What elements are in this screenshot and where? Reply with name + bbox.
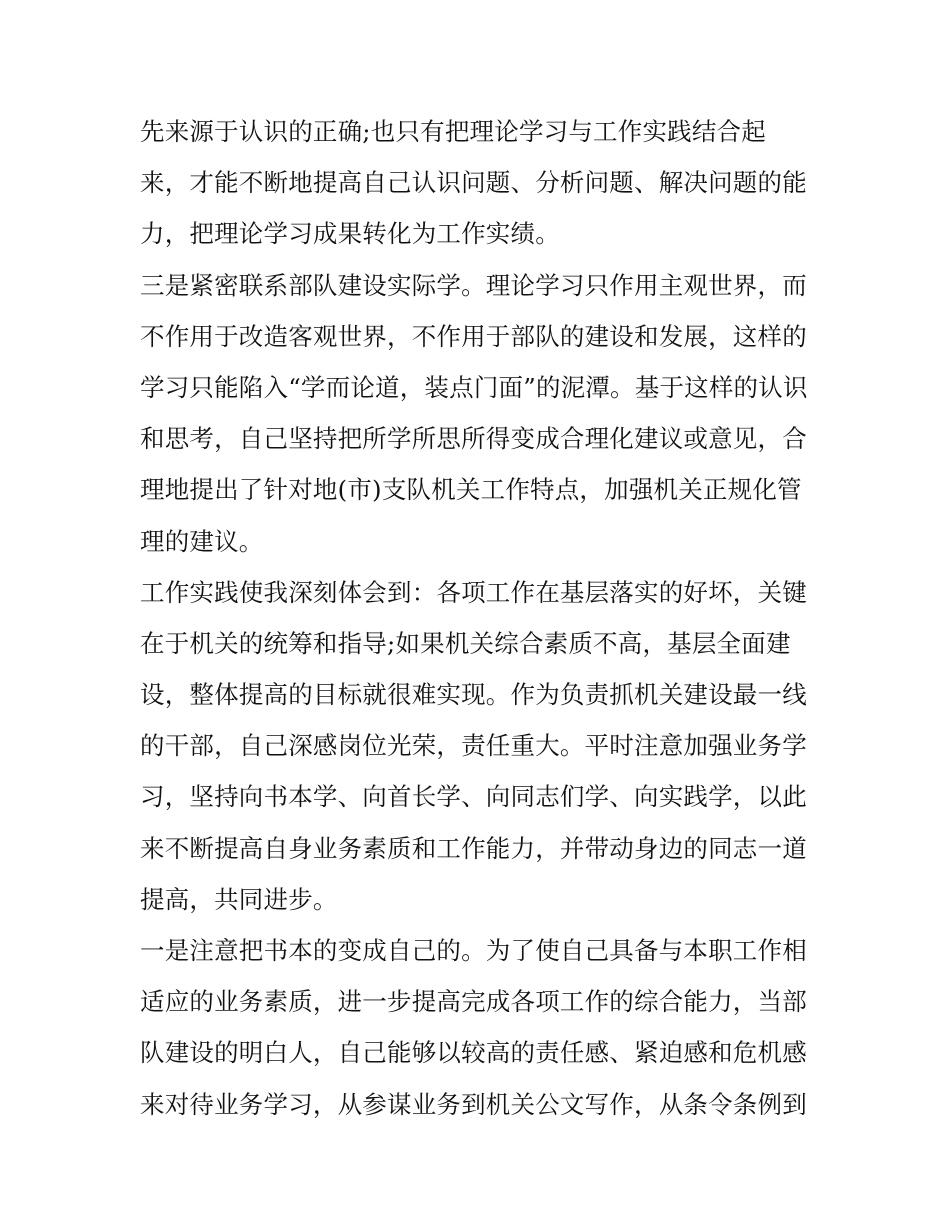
text-line: 来，才能不断地提高自己认识问题、分析问题、解决问题的能 xyxy=(140,168,807,198)
text-line: 理的建议。 xyxy=(140,526,264,556)
text-line: 习，坚持向书本学、向首长学、向同志们学、向实践学，以此 xyxy=(140,782,807,812)
text-line: 提高，共同进步。 xyxy=(140,884,338,914)
text-line: 先来源于认识的正确;也只有把理论学习与工作实践结合起 xyxy=(140,117,766,146)
text-line: 在于机关的统筹和指导;如果机关综合素质不高，基层全面建 xyxy=(140,628,791,658)
text-line: 的干部，自己深感岗位光荣，责任重大。平时注意加强业务学 xyxy=(140,731,807,761)
text-line: 工作实践使我深刻体会到：各项工作在基层落实的好坏，关键 xyxy=(140,577,807,607)
text-line: 一是注意把书本的变成自己的。为了使自己具备与本职工作相 xyxy=(140,936,807,965)
text-line: 设，整体提高的目标就很难实现。作为负责抓机关建设最一线 xyxy=(140,680,807,710)
text-line: 不作用于改造客观世界，不作用于部队的建设和发展，这样的 xyxy=(140,321,807,351)
text-line: 适应的业务素质，进一步提高完成各项工作的综合能力，当部 xyxy=(140,987,807,1017)
text-line: 队建设的明白人，自己能够以较高的责任感、紧迫感和危机感 xyxy=(140,1038,807,1068)
body-text xyxy=(140,106,820,1130)
text-line: 理地提出了针对地(市)支队机关工作特点，加强机关正规化管 xyxy=(140,475,802,505)
text-line: 三是紧密联系部队建设实际学。理论学习只作用主观世界，而 xyxy=(140,270,807,300)
text-line: 来不断提高自身业务素质和工作能力，并带动身边的同志一道 xyxy=(140,833,807,863)
text-line: 和思考，自己坚持把所学所思所得变成合理化建议或意见，合 xyxy=(140,424,807,454)
text-line: 来对待业务学习，从参谋业务到机关公文写作，从条令条例到 xyxy=(140,1089,807,1119)
text-line: 学习只能陷入“学而论道，装点门面”的泥潭。基于这样的认识 xyxy=(140,372,808,402)
text-line: 力，把理论学习成果转化为工作实绩。 xyxy=(140,219,560,249)
